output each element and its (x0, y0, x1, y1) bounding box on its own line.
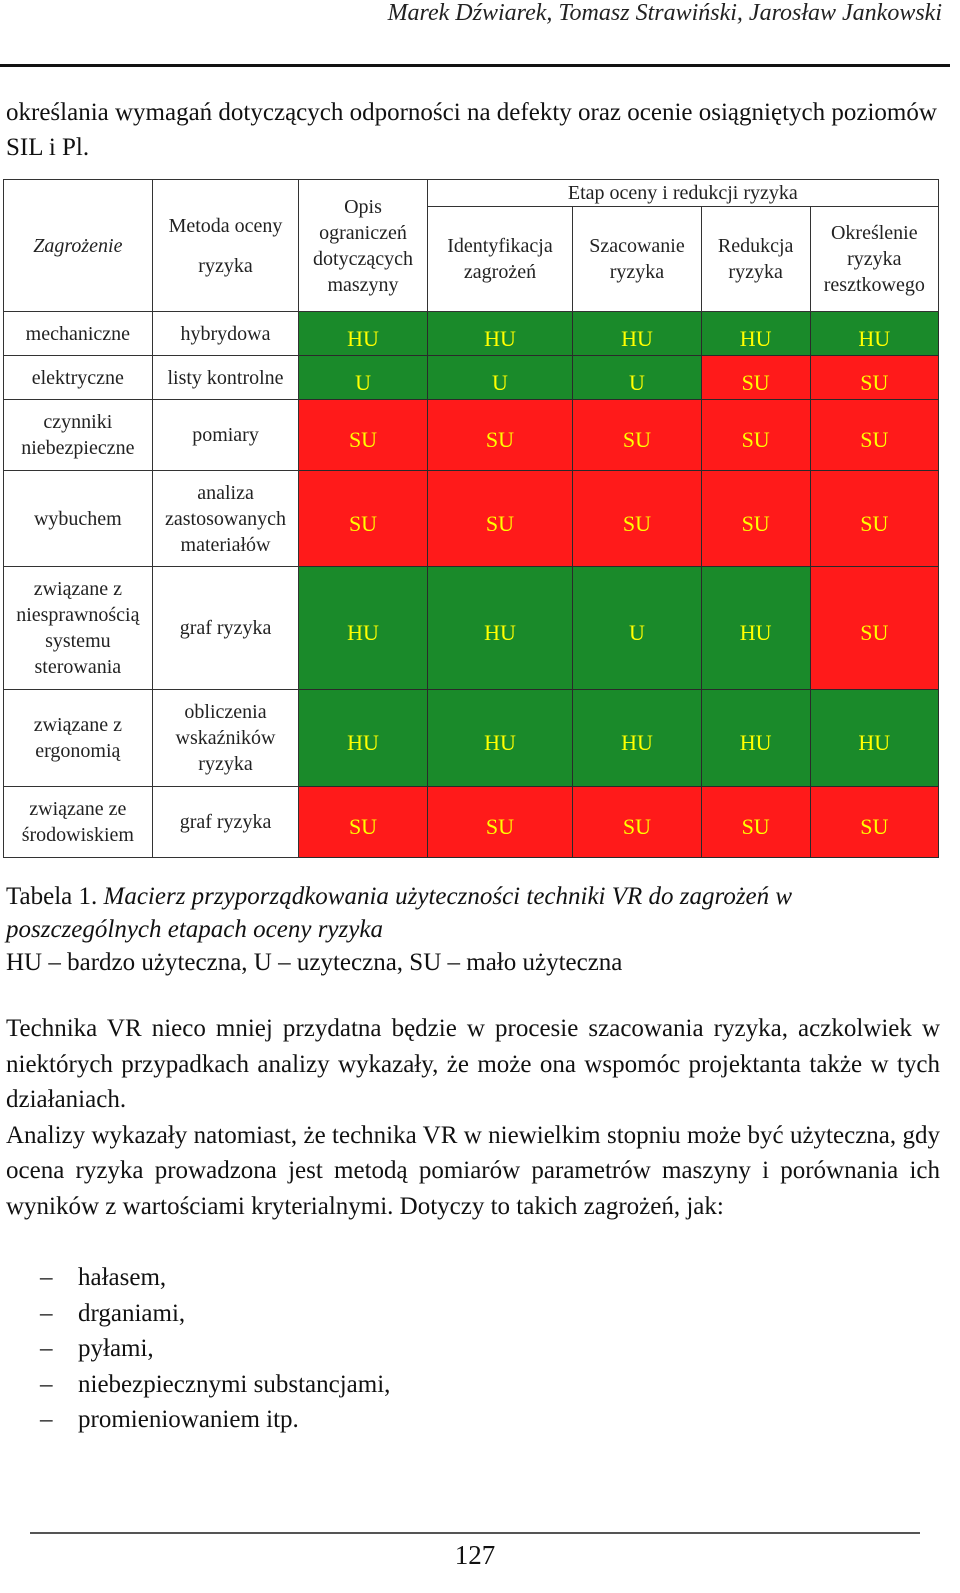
list-dash: – (40, 1299, 53, 1327)
caption-label: Tabela 1. (6, 883, 98, 910)
row-method: graf ryzyka (152, 567, 299, 690)
list-item-text: drganiami, (78, 1299, 186, 1327)
list-dash: – (40, 1406, 53, 1433)
header-rule (0, 64, 950, 67)
row-hazard: elektryczne (4, 356, 153, 400)
usefulness-cell: SU (810, 356, 938, 400)
row-method: pomiary (152, 400, 299, 471)
caption-title: Macierz przyporządkowania użyteczności techniki VR do zagrożeń w poszczególnych etapach oceny ryzyka (6, 883, 793, 943)
usefulness-cell: SU (427, 400, 573, 471)
row-hazard: związane z ergonomią (4, 690, 153, 787)
usefulness-cell: SU (427, 787, 573, 858)
usefulness-cell: SU (810, 400, 938, 471)
header-stage-group: Etap oceny i redukcji ryzyka (427, 180, 938, 207)
page-number: 127 (454, 1540, 496, 1570)
usefulness-cell: SU (573, 400, 701, 471)
usefulness-cell: U (427, 356, 573, 400)
usefulness-cell: U (573, 356, 701, 400)
table-row (4, 787, 939, 858)
header-identification: Identyfikacja zagrożeń (427, 207, 573, 312)
usefulness-cell: SU (701, 356, 810, 400)
hazard-list (40, 1260, 390, 1438)
usefulness-cell: SU (810, 471, 938, 567)
intro-paragraph: określania wymagań dotyczących odporności na defekty oraz ocenie osiągniętych poziomów SIL i Pl. (6, 99, 937, 161)
table-row (4, 312, 939, 356)
usefulness-cell: U (573, 567, 701, 690)
usefulness-cell: HU (810, 312, 938, 356)
usefulness-cell: HU (810, 690, 938, 787)
vr-usefulness-matrix (3, 179, 939, 858)
row-method: obliczenia wskaźników ryzyka (152, 690, 299, 787)
list-item-text: promieniowaniem itp. (78, 1406, 299, 1433)
caption-legend: HU – bardzo użyteczna, U – uzyteczna, SU – mało użyteczna (6, 949, 623, 976)
header-residual: Określenie ryzyka resztkowego (810, 207, 938, 312)
running-header-authors: Marek Dźwiarek, Tomasz Strawiński, Jarosław Jankowski (387, 0, 942, 26)
row-method: listy kontrolne (152, 356, 299, 400)
matrix-body (4, 312, 939, 858)
usefulness-cell: HU (701, 690, 810, 787)
header-estimation: Szacowanie ryzyka (573, 207, 701, 312)
usefulness-cell: HU (573, 312, 701, 356)
list-item-text: pyłami, (78, 1335, 154, 1362)
table-row (4, 471, 939, 567)
row-hazard: wybuchem (4, 471, 153, 567)
usefulness-cell: SU (299, 471, 427, 567)
usefulness-cell: HU (427, 690, 573, 787)
header-limits: Opis ograniczeń dotyczących maszyny (299, 180, 427, 312)
row-hazard: czynniki niebezpieczne (4, 400, 153, 471)
list-dash: – (40, 1370, 53, 1398)
list-item (40, 1296, 390, 1332)
usefulness-cell: U (299, 356, 427, 400)
usefulness-cell: SU (573, 787, 701, 858)
usefulness-cell: SU (299, 400, 427, 471)
usefulness-cell: SU (299, 787, 427, 858)
usefulness-cell: SU (573, 471, 701, 567)
usefulness-cell: SU (810, 787, 938, 858)
list-dash: – (40, 1335, 53, 1362)
usefulness-cell: SU (427, 471, 573, 567)
row-hazard: mechaniczne (4, 312, 153, 356)
list-item (40, 1367, 390, 1403)
usefulness-cell: SU (810, 567, 938, 690)
row-method: hybrydowa (152, 312, 299, 356)
table-caption (6, 880, 942, 979)
usefulness-cell: HU (701, 567, 810, 690)
list-item (40, 1402, 390, 1438)
list-item-text: niebezpiecznymi substancjami, (78, 1370, 391, 1398)
table-row (4, 690, 939, 787)
usefulness-cell: HU (299, 690, 427, 787)
usefulness-cell: HU (573, 690, 701, 787)
usefulness-cell: HU (427, 567, 573, 690)
table-row (4, 567, 939, 690)
usefulness-cell: HU (701, 312, 810, 356)
paragraph: Technika VR nieco mniej przydatna będzie w procesie szacowania ryzyka, aczkolwiek w niektórych przypadkach analizy wykazały, że może ona wspomóc projektanta także w tych działaniach. (6, 1015, 940, 1113)
list-dash: – (40, 1264, 53, 1291)
row-hazard: związane ze środowiskiem (4, 787, 153, 858)
row-method: graf ryzyka (152, 787, 299, 858)
usefulness-cell: SU (701, 471, 810, 567)
header-method: Metoda oceny ryzyka (152, 180, 299, 312)
list-item-text: hałasem, (78, 1264, 167, 1291)
usefulness-cell: SU (701, 787, 810, 858)
list-item (40, 1331, 390, 1367)
list-item (40, 1260, 390, 1296)
table-row (4, 356, 939, 400)
footer-rule (30, 1532, 920, 1534)
table-row (4, 400, 939, 471)
usefulness-cell: HU (299, 312, 427, 356)
usefulness-cell: HU (427, 312, 573, 356)
body-text (6, 1011, 940, 1224)
usefulness-cell: SU (701, 400, 810, 471)
header-reduction: Redukcja ryzyka (701, 207, 810, 312)
usefulness-cell: HU (299, 567, 427, 690)
header-hazard: Zagrożenie (4, 180, 153, 312)
paragraph: Analizy wykazały natomiast, że technika VR w niewielkim stopniu może być użyteczna, gdy ocena ryzyka prowadzona jest metodą pomiarów parametrów maszyny i porównania ich wyników z wartościami kryterialnymi. Dotyczy to takich zagrożeń, jak: (6, 1121, 940, 1220)
row-hazard: związane z niesprawnością systemu sterowania (4, 567, 153, 690)
row-method: analiza zastosowanych materiałów (152, 471, 299, 567)
